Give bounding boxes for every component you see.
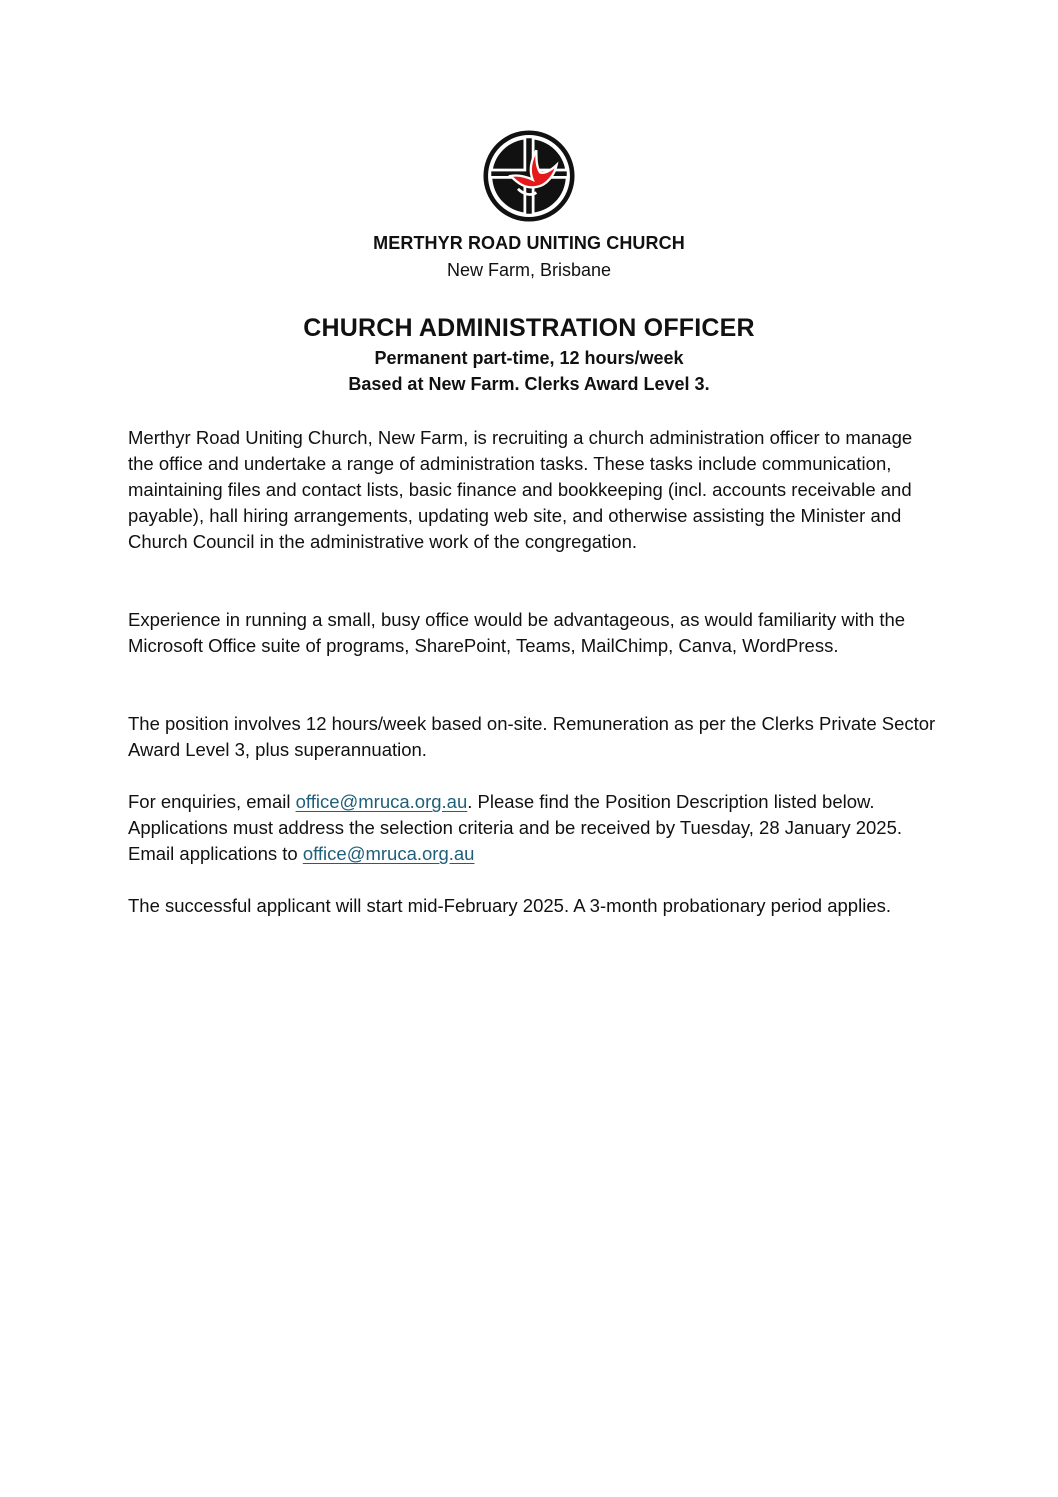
paragraph-remuneration: The position involves 12 hours/week based on-site. Remuneration as per the Clerks Private Sector Award Level 3, plus superannuation. xyxy=(128,713,936,760)
paragraph-enquiries xyxy=(128,789,938,867)
email-link-applications[interactable]: office@mruca.org.au xyxy=(302,843,475,864)
job-subtitle-location-award: Based at New Farm. Clerks Award Level 3. xyxy=(348,374,710,394)
organisation-location: New Farm, Brisbane xyxy=(446,260,612,280)
enquiries-text-part-1: For enquiries, email xyxy=(128,791,296,812)
paragraph-role-description: Merthyr Road Uniting Church, New Farm, is recruiting a church administration officer to manage the office and undertake a range of administration tasks. These tasks include communication, maintaining files and contact lists, basic finance and bookkeeping (incl. accounts receivable and payable), hall hiring arrangements, updating web site, and otherwise assisting the Minister and Church Council in the administrative work of the congregation. xyxy=(128,427,913,552)
paragraph-experience: Experience in running a small, busy office would be advantageous, as would familiarity with the Microsoft Office suite of programs, SharePoint, Teams, MailChimp, Canva, WordPress. xyxy=(128,609,906,656)
enquiries-text-part-2: . Please find the Position Description listed below. Applications must address the selection criteria and be received by Tuesday, 28 January 2025. Email applications to xyxy=(128,791,903,864)
uniting-church-logo-icon xyxy=(483,130,575,222)
job-title: CHURCH ADMINISTRATION OFFICER xyxy=(303,314,755,342)
organisation-name: MERTHYR ROAD UNITING CHURCH xyxy=(373,233,685,253)
paragraph-start-date: The successful applicant will start mid-February 2025. A 3-month probationary period applies. xyxy=(128,895,891,916)
email-link-enquiries[interactable]: office@mruca.org.au xyxy=(295,791,468,812)
job-subtitle-hours: Permanent part-time, 12 hours/week xyxy=(374,348,684,368)
